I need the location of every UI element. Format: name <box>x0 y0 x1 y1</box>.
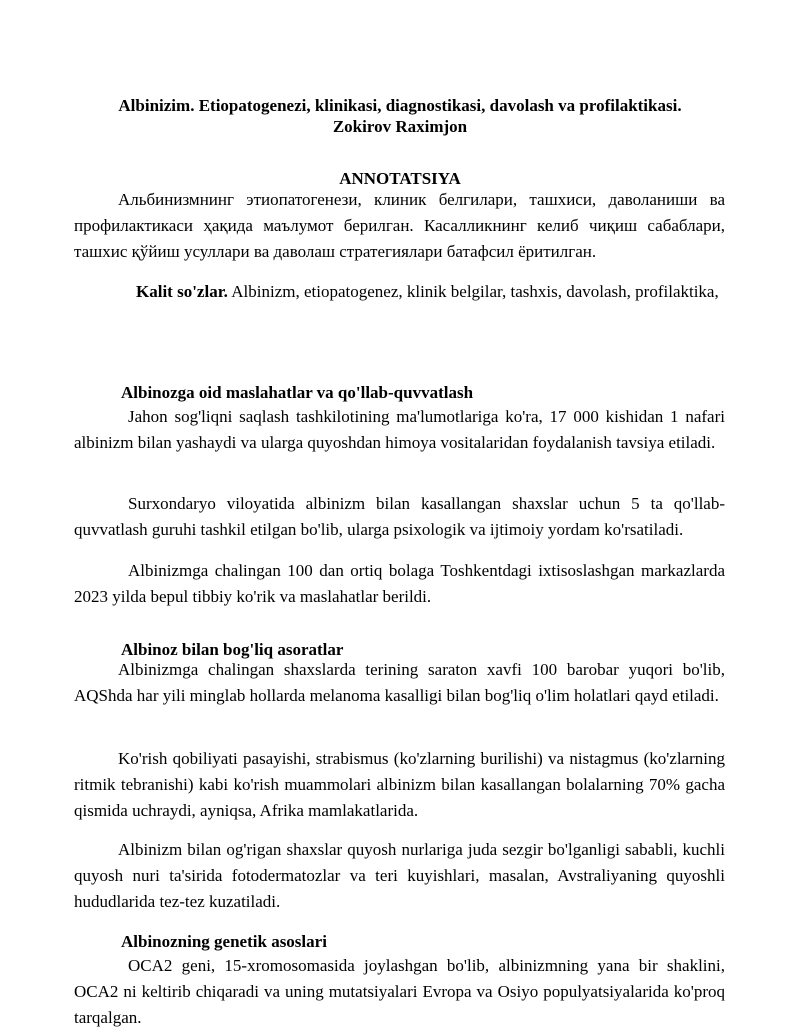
support-paragraph-2: Surxondaryo viloyatida albinizm bilan kasallangan shaxslar uchun 5 ta qo'llab-quvvatlash guruhi tashkil etilgan bo'lib, ularga psixologik va ijtimoiy yordam ko'rsatiladi. <box>74 494 725 539</box>
complications-paragraph-2: Ko'rish qobiliyati pasayishi, strabismus (ko'zlarning burilishi) va nistagmus (ko'zlarning ritmik tebranishi) kabi ko'rish muammolari albinizm bilan kasallangan bolalarning 70% gacha qismida uchraydi, ayniqsa, Afrika mamlakatlarida. <box>74 749 725 820</box>
document-title: Albinizim. Etiopatogenezi, klinikasi, diagnostikasi, davolash va profilaktikasi. <box>118 96 682 115</box>
annotation-text: Альбинизмнинг этиопатогенези, клиник белгилари, ташхиси, даволаниши ва профилактикаси ҳақида маълумот берилган. Касалликнинг келиб чиқиш сабаблари, ташхис қўйиш усуллари ва даволаш стратегиялари батафсил ёритилган. <box>74 190 725 261</box>
section-heading-support: Albinozga oid maslahatlar va qo'llab-quvvatlash <box>121 383 474 402</box>
support-paragraph-1: Jahon sog'liqni saqlash tashkilotining ma'lumotlariga ko'ra, 17 000 kishidan 1 nafari albinizm bilan yashaydi va ularga quyoshdan himoya vositalaridan foydalanish tavsiya etiladi. <box>74 407 725 452</box>
keywords-text: Albinizm, etiopatogenez, klinik belgilar, tashxis, davolash, profilaktika, <box>227 282 719 301</box>
genetics-paragraph-1: OCA2 geni, 15-xromosomasida joylashgan bo'lib, albinizmning yana bir shaklini, OCA2 ni keltirib chiqaradi va uning mutatsiyalari Evropa va Osiyo populyatsiyalarida ko'proq tarqalgan. <box>74 956 725 1027</box>
keywords-label: Kalit so'zlar. <box>136 282 228 301</box>
annotation-heading: ANNOTATSIYA <box>339 169 461 188</box>
author-name: Zokirov Raximjon <box>332 117 468 136</box>
complications-paragraph-1: Albinizmga chalingan shaxslarda terining saraton xavfi 100 barobar yuqori bo'lib, AQShda har yili minglab hollarda melanoma kasalligi bilan bog'liq o'lim holatlari qayd etiladi. <box>74 660 725 705</box>
section-heading-genetics: Albinozning genetik asoslari <box>121 932 327 951</box>
complications-paragraph-3: Albinizm bilan og'rigan shaxslar quyosh nurlariga juda sezgir bo'lganligi sababli, kuchli quyosh nuri ta'sirida fotodermatozlar va teri kuyishlari, masalan, Avstraliyaning quyoshli hududlarida tez-tez kuzatiladi. <box>74 840 725 911</box>
support-paragraph-3: Albinizmga chalingan 100 dan ortiq bolaga Toshkentdagi ixtisoslashgan markazlarda 2023 yilda bepul tibbiy ko'rik va maslahatlar berildi. <box>74 561 725 606</box>
section-heading-complications: Albinoz bilan bog'liq asoratlar <box>121 640 344 659</box>
keywords-paragraph <box>74 279 725 305</box>
